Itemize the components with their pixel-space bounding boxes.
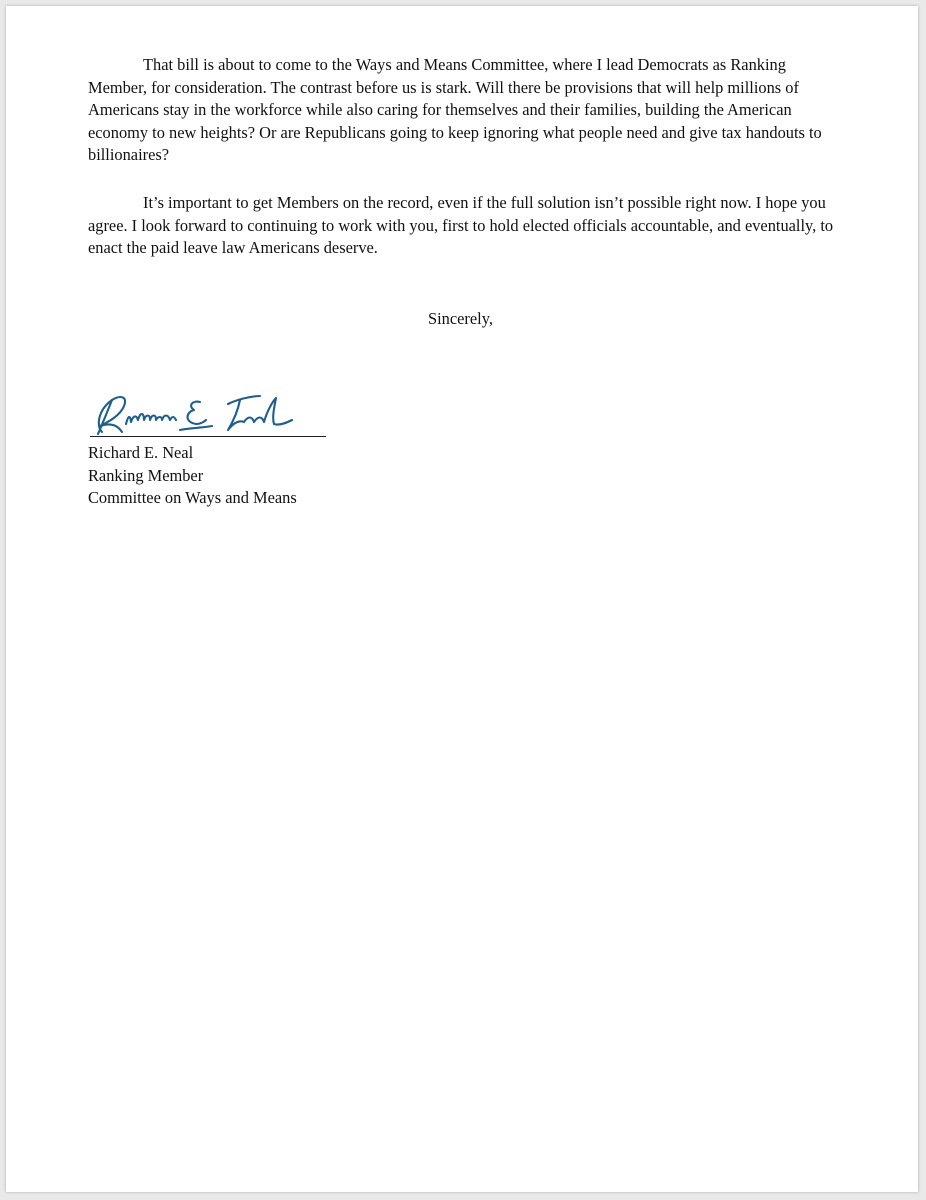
signer-block xyxy=(88,442,297,510)
signer-title: Ranking Member xyxy=(88,465,204,485)
signer-committee: Committee on Ways and Means xyxy=(88,488,297,507)
body-paragraph-1: That bill is about to come to the Ways and Means Committee, where I lead Democrats as Ranking Member, for consideration. The contrast before us is stark. Will there be provisions that will help millions of Americans stay in the workforce while also caring for themselves and their families, building the American economy to new heights? Or are Republicans going to keep ignoring what people need and give tax handouts to billionaires? xyxy=(88,55,822,164)
handwritten-signature xyxy=(88,386,328,438)
signer-name: Richard E. Neal xyxy=(88,443,194,462)
letter-page xyxy=(6,6,918,1192)
body-paragraph-2: It’s important to get Members on the record, even if the full solution isn’t possible right now. I hope you agree. I look forward to continuing to work with you, first to hold elected officials accountable, and eventually, to enact the paid leave law Americans deserve. xyxy=(88,193,834,257)
closing-salutation: Sincerely, xyxy=(428,309,493,328)
signature-line xyxy=(90,436,326,437)
